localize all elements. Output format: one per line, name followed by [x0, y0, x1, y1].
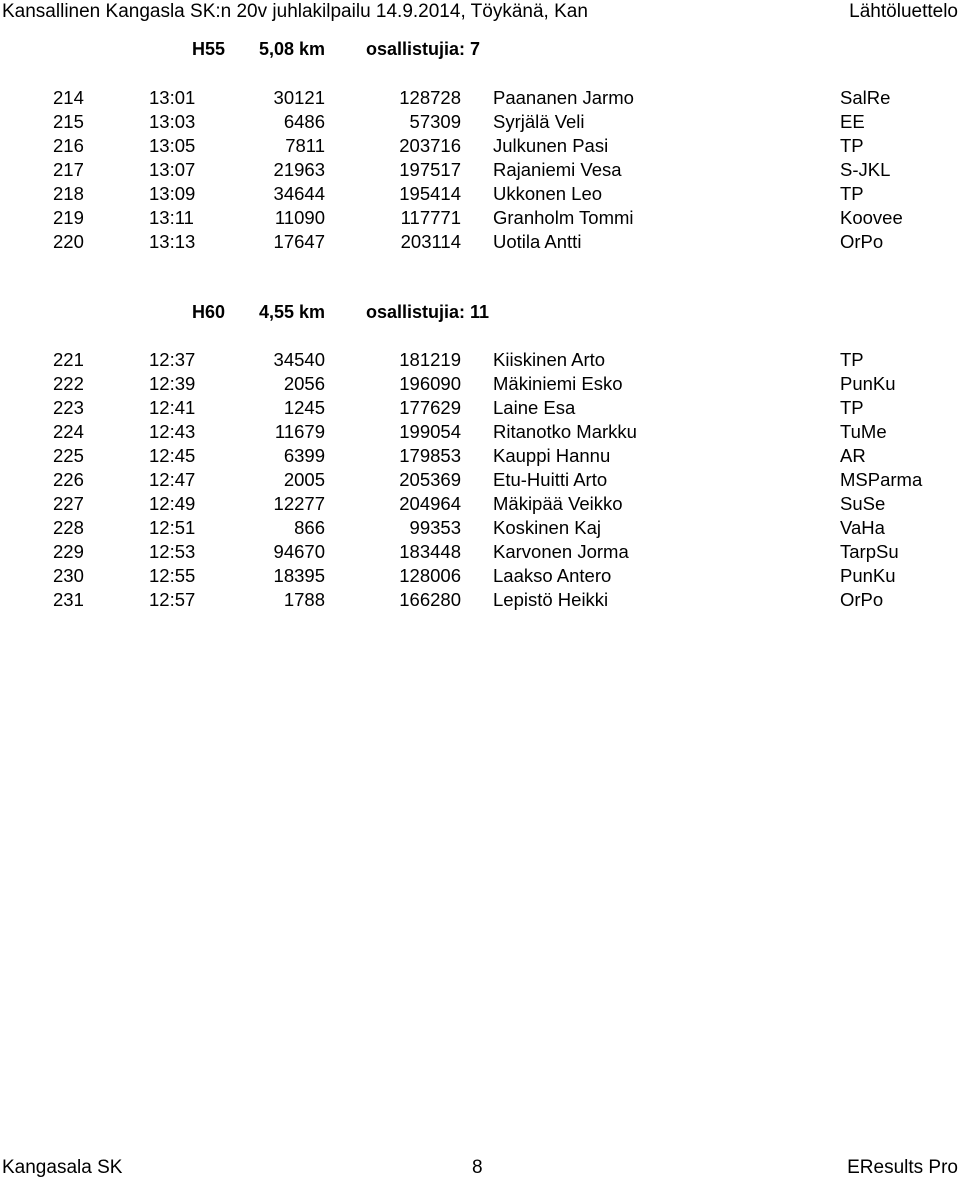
club-name: TP: [840, 135, 864, 156]
competitor-name: Laine Esa: [493, 397, 576, 418]
club-name: OrPo: [840, 231, 884, 252]
registration-number: 57309: [409, 111, 461, 132]
registration-number: 179853: [399, 445, 461, 466]
table-row: [0, 87, 960, 111]
page-header: [0, 0, 960, 26]
start-time: 13:11: [149, 207, 194, 228]
club-name: TarpSu: [840, 541, 899, 562]
license-number: 1788: [283, 589, 325, 610]
license-number: 6486: [283, 111, 325, 132]
class-participants: osallistujia: 7: [366, 39, 481, 59]
license-number: 34540: [273, 349, 325, 370]
start-time: 12:57: [149, 589, 196, 610]
license-number: 2005: [283, 469, 325, 490]
start-time: 13:01: [149, 87, 196, 108]
club-name: SalRe: [840, 87, 891, 108]
class-distance: 4,55 km: [259, 302, 326, 322]
club-name: Koovee: [840, 207, 903, 228]
license-number: 866: [294, 517, 325, 538]
table-row: [0, 589, 960, 613]
bib-number: 228: [53, 517, 84, 538]
table-row: [0, 565, 960, 589]
start-time: 13:03: [149, 111, 196, 132]
registration-number: 195414: [399, 183, 461, 204]
class-name: H60: [192, 302, 226, 322]
bib-number: 215: [53, 111, 84, 132]
start-time: 13:07: [149, 159, 196, 180]
club-name: TP: [840, 183, 864, 204]
club-name: TP: [840, 397, 864, 418]
club-name: TuMe: [840, 421, 887, 442]
start-time: 13:05: [149, 135, 196, 156]
table-row: [0, 541, 960, 565]
bib-number: 229: [53, 541, 84, 562]
table-row: [0, 445, 960, 469]
bib-number: 216: [53, 135, 84, 156]
registration-number: 117771: [400, 207, 461, 228]
start-time: 12:45: [149, 445, 196, 466]
club-name: TP: [840, 349, 864, 370]
table-row: [0, 469, 960, 493]
registration-number: 166280: [399, 589, 461, 610]
class-participants: osallistujia: 11: [366, 302, 490, 322]
table-row: [0, 135, 960, 159]
class-distance: 5,08 km: [259, 39, 326, 59]
club-name: MSParma: [840, 469, 923, 490]
license-number: 11090: [274, 207, 325, 228]
license-number: 12277: [273, 493, 325, 514]
registration-number: 177629: [399, 397, 461, 418]
bib-number: 231: [53, 589, 84, 610]
license-number: 17647: [273, 231, 325, 252]
registration-number: 99353: [409, 517, 461, 538]
competitor-name: Ukkonen Leo: [493, 183, 603, 204]
table-row: [0, 183, 960, 207]
footer-software: EResults Pro: [847, 1157, 958, 1178]
bib-number: 224: [53, 421, 84, 442]
start-time: 12:47: [149, 469, 196, 490]
registration-number: 128006: [399, 565, 461, 586]
registration-number: 204964: [399, 493, 461, 514]
competitor-name: Laakso Antero: [493, 565, 612, 586]
start-time: 12:53: [149, 541, 196, 562]
license-number: 34644: [273, 183, 325, 204]
club-name: SuSe: [840, 493, 886, 514]
registration-number: 196090: [399, 373, 461, 394]
start-time: 12:55: [149, 565, 196, 586]
registration-number: 203716: [399, 135, 461, 156]
registration-number: 203114: [400, 231, 461, 252]
bib-number: 222: [53, 373, 84, 394]
competitor-name: Kauppi Hannu: [493, 445, 611, 466]
competitor-name: Koskinen Kaj: [493, 517, 601, 538]
club-name: OrPo: [840, 589, 884, 610]
class-name: H55: [192, 39, 226, 59]
class-header: [0, 39, 960, 63]
class-header: [0, 302, 960, 326]
start-list: [0, 87, 960, 255]
start-time: 13:13: [149, 231, 196, 252]
club-name: S-JKL: [840, 159, 891, 180]
competitor-name: Syrjälä Veli: [493, 111, 585, 132]
competitor-name: Ritanotko Markku: [493, 421, 637, 442]
license-number: 18395: [273, 565, 325, 586]
start-list: [0, 349, 960, 613]
table-row: [0, 493, 960, 517]
club-name: EE: [840, 111, 865, 132]
event-title: Kansallinen Kangasla SK:n 20v juhlakilpailu 14.9.2014, Töykänä, Kan: [2, 1, 588, 22]
table-row: [0, 517, 960, 541]
bib-number: 214: [53, 87, 84, 108]
registration-number: 183448: [399, 541, 461, 562]
bib-number: 217: [53, 159, 84, 180]
bib-number: 223: [53, 397, 84, 418]
license-number: 7811: [285, 135, 325, 156]
start-time: 12:49: [149, 493, 196, 514]
document-type: Lähtöluettelo: [849, 1, 958, 22]
competitor-name: Kiiskinen Arto: [493, 349, 606, 370]
registration-number: 181219: [399, 349, 461, 370]
competitor-name: Granholm Tommi: [493, 207, 634, 228]
license-number: 21963: [273, 159, 325, 180]
competitor-name: Lepistö Heikki: [493, 589, 609, 610]
table-row: [0, 397, 960, 421]
bib-number: 221: [53, 349, 84, 370]
license-number: 2056: [283, 373, 325, 394]
license-number: 1245: [283, 397, 325, 418]
registration-number: 205369: [399, 469, 461, 490]
competitor-name: Rajaniemi Vesa: [493, 159, 622, 180]
registration-number: 197517: [399, 159, 461, 180]
bib-number: 220: [53, 231, 84, 252]
bib-number: 218: [53, 183, 84, 204]
start-time: 12:41: [149, 397, 196, 418]
page-footer: [0, 1157, 960, 1181]
page-number: 8: [472, 1157, 483, 1178]
bib-number: 226: [53, 469, 84, 490]
club-name: VaHa: [840, 517, 885, 538]
table-row: [0, 231, 960, 255]
table-row: [0, 159, 960, 183]
footer-club: Kangasala SK: [2, 1157, 123, 1178]
license-number: 6399: [283, 445, 325, 466]
start-time: 12:39: [149, 373, 196, 394]
start-time: 12:51: [149, 517, 196, 538]
competitor-name: Etu-Huitti Arto: [493, 469, 608, 490]
license-number: 11679: [274, 421, 325, 442]
club-name: AR: [840, 445, 866, 466]
license-number: 30121: [273, 87, 325, 108]
start-time: 13:09: [149, 183, 196, 204]
table-row: [0, 421, 960, 445]
bib-number: 225: [53, 445, 84, 466]
table-row: [0, 207, 960, 231]
competitor-name: Karvonen Jorma: [493, 541, 629, 562]
table-row: [0, 349, 960, 373]
bib-number: 230: [53, 565, 84, 586]
competitor-name: Paananen Jarmo: [493, 87, 634, 108]
table-row: [0, 373, 960, 397]
competitor-name: Mäkiniemi Esko: [493, 373, 623, 394]
start-time: 12:43: [149, 421, 196, 442]
competitor-name: Mäkipää Veikko: [493, 493, 623, 514]
registration-number: 199054: [399, 421, 461, 442]
registration-number: 128728: [399, 87, 461, 108]
license-number: 94670: [273, 541, 325, 562]
club-name: PunKu: [840, 565, 896, 586]
bib-number: 219: [53, 207, 84, 228]
start-time: 12:37: [149, 349, 196, 370]
competitor-name: Uotila Antti: [493, 231, 582, 252]
bib-number: 227: [53, 493, 84, 514]
club-name: PunKu: [840, 373, 896, 394]
competitor-name: Julkunen Pasi: [493, 135, 609, 156]
table-row: [0, 111, 960, 135]
